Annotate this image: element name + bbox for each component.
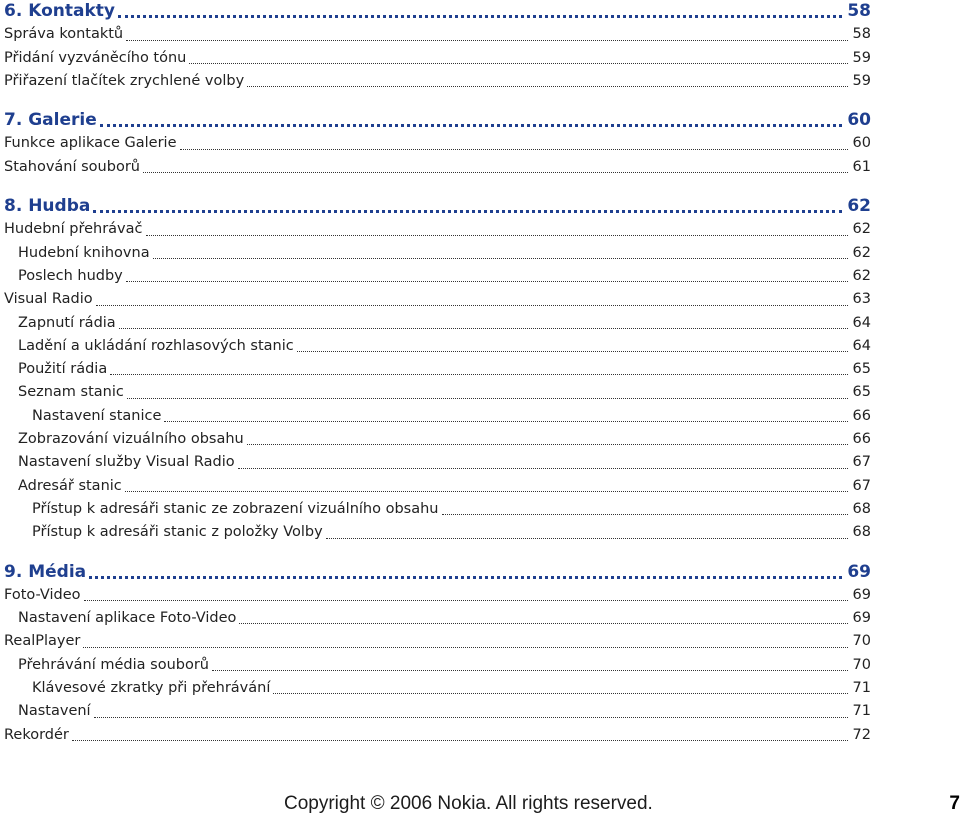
- entry-title: Přiřazení tlačítek zrychlené volby: [4, 72, 245, 89]
- toc-entry[interactable]: [4, 451, 871, 474]
- dot-leader: [153, 242, 848, 265]
- entry-page-number: 66: [852, 407, 871, 424]
- toc-chapter-heading[interactable]: [4, 109, 871, 132]
- entry-title: Použití rádia: [18, 361, 108, 378]
- toc-entry[interactable]: [4, 70, 871, 93]
- entry-page-number: 71: [852, 703, 871, 720]
- entry-title: Zobrazování vizuálního obsahu: [18, 431, 244, 448]
- dot-leader: [143, 156, 848, 179]
- dot-leader: [94, 700, 848, 723]
- entry-title: Nastavení: [18, 703, 91, 720]
- dot-leader: [146, 218, 849, 241]
- dot-leader: [89, 561, 842, 584]
- entry-title: Ladění a ukládání rozhlasových stanic: [18, 337, 294, 354]
- dot-leader: [110, 358, 848, 381]
- entry-title: Nastavení stanice: [32, 407, 162, 424]
- toc-entry[interactable]: [4, 381, 871, 404]
- entry-title: RealPlayer: [4, 633, 81, 650]
- entry-page-number: 69: [852, 586, 871, 603]
- entry-page-number: 59: [852, 72, 871, 89]
- toc-entry[interactable]: [4, 358, 871, 381]
- page-number: 7: [949, 793, 960, 814]
- copyright-notice: Copyright © 2006 Nokia. All rights reserved.: [284, 793, 653, 814]
- dot-leader: [297, 335, 848, 358]
- toc-entry[interactable]: [4, 405, 871, 428]
- entry-page-number: 67: [852, 454, 871, 471]
- toc-entry[interactable]: [4, 498, 871, 521]
- dot-leader: [238, 451, 848, 474]
- toc-entry[interactable]: [4, 724, 871, 747]
- chapter-title: 7. Galerie: [4, 110, 97, 131]
- dot-leader: [212, 654, 848, 677]
- entry-title: Nastavení služby Visual Radio: [18, 454, 235, 471]
- toc-entry[interactable]: [4, 654, 871, 677]
- toc-chapter-heading[interactable]: [4, 561, 871, 584]
- dot-leader: [189, 47, 848, 70]
- toc-entry[interactable]: [4, 677, 871, 700]
- entry-page-number: 68: [852, 524, 871, 541]
- entry-page-number: 65: [852, 361, 871, 378]
- entry-title: Hudební knihovna: [18, 244, 150, 261]
- dot-leader: [247, 70, 848, 93]
- chapter-title: 6. Kontakty: [4, 1, 115, 21]
- dot-leader: [126, 23, 848, 46]
- entry-title: Přidání vyzváněcího tónu: [4, 49, 187, 66]
- dot-leader: [96, 288, 848, 311]
- entry-page-number: 64: [852, 314, 871, 331]
- dot-leader: [247, 428, 848, 451]
- entry-page-number: 70: [852, 656, 871, 673]
- dot-leader: [93, 195, 842, 218]
- entry-title: Hudební přehrávač: [4, 221, 143, 238]
- entry-page-number: 58: [852, 26, 871, 43]
- entry-title: Seznam stanic: [18, 384, 124, 401]
- entry-page-number: 61: [852, 158, 871, 175]
- dot-leader: [72, 724, 848, 747]
- entry-title: Stahování souborů: [4, 158, 140, 175]
- dot-leader: [442, 498, 849, 521]
- toc-entry[interactable]: [4, 521, 871, 544]
- dot-leader: [118, 0, 842, 23]
- entry-page-number: 62: [852, 221, 871, 238]
- toc-entry[interactable]: [4, 132, 871, 155]
- dot-leader: [273, 677, 848, 700]
- toc-entry[interactable]: [4, 23, 871, 46]
- chapter-spacer: [4, 93, 871, 109]
- toc-entry[interactable]: [4, 265, 871, 288]
- chapter-title: 8. Hudba: [4, 196, 91, 217]
- entry-title: Klávesové zkratky při přehrávání: [32, 680, 271, 697]
- toc-entry[interactable]: [4, 335, 871, 358]
- toc-entry[interactable]: [4, 584, 871, 607]
- dot-leader: [84, 584, 848, 607]
- entry-page-number: 71: [852, 680, 871, 697]
- entry-page-number: 69: [852, 610, 871, 627]
- entry-title: Zapnutí rádia: [18, 314, 116, 331]
- entry-page-number: 67: [852, 477, 871, 494]
- toc-entry[interactable]: [4, 475, 871, 498]
- dot-leader: [180, 132, 849, 155]
- entry-title: Rekordér: [4, 726, 69, 743]
- toc-entry[interactable]: [4, 242, 871, 265]
- chapter-page-number: 58: [847, 1, 871, 21]
- toc-entry[interactable]: [4, 312, 871, 335]
- dot-leader: [127, 381, 848, 404]
- toc-entry[interactable]: [4, 700, 871, 723]
- entry-page-number: 70: [852, 633, 871, 650]
- toc-entry[interactable]: [4, 288, 871, 311]
- entry-title: Foto-Video: [4, 586, 81, 603]
- dot-leader: [164, 405, 848, 428]
- dot-leader: [119, 312, 848, 335]
- entry-title: Přehrávání média souborů: [18, 656, 209, 673]
- toc-chapter-heading[interactable]: [4, 0, 871, 23]
- entry-page-number: 68: [852, 500, 871, 517]
- entry-page-number: 66: [852, 431, 871, 448]
- entry-title: Adresář stanic: [18, 477, 122, 494]
- toc-entry[interactable]: [4, 630, 871, 653]
- dot-leader: [326, 521, 848, 544]
- entry-page-number: 59: [852, 49, 871, 66]
- entry-title: Funkce aplikace Galerie: [4, 135, 177, 152]
- chapter-page-number: 69: [847, 561, 871, 582]
- entry-page-number: 65: [852, 384, 871, 401]
- chapter-page-number: 60: [847, 110, 871, 131]
- entry-title: Přístup k adresáři stanic z položky Volby: [32, 524, 323, 541]
- entry-page-number: 62: [852, 244, 871, 261]
- dot-leader: [239, 607, 848, 630]
- entry-page-number: 60: [852, 135, 871, 152]
- toc-entry[interactable]: [4, 156, 871, 179]
- table-of-contents: [4, 0, 871, 747]
- toc-entry[interactable]: [4, 428, 871, 451]
- entry-page-number: 64: [852, 337, 871, 354]
- dot-leader: [83, 630, 848, 653]
- entry-page-number: 72: [852, 726, 871, 743]
- entry-title: Poslech hudby: [18, 267, 123, 284]
- entry-title: Visual Radio: [4, 291, 93, 308]
- dot-leader: [125, 475, 848, 498]
- page-footer: [0, 793, 960, 819]
- chapter-spacer: [4, 179, 871, 195]
- entry-page-number: 62: [852, 267, 871, 284]
- entry-title: Správa kontaktů: [4, 26, 124, 43]
- toc-chapter-heading[interactable]: [4, 195, 871, 218]
- toc-entry[interactable]: [4, 47, 871, 70]
- toc-entry[interactable]: [4, 218, 871, 241]
- entry-title: Přístup k adresáři stanic ze zobrazení vizuálního obsahu: [32, 500, 439, 517]
- entry-title: Nastavení aplikace Foto-Video: [18, 610, 237, 627]
- chapter-title: 9. Média: [4, 561, 87, 582]
- chapter-spacer: [4, 545, 871, 561]
- entry-page-number: 63: [852, 291, 871, 308]
- dot-leader: [100, 109, 842, 132]
- dot-leader: [126, 265, 848, 288]
- chapter-page-number: 62: [847, 196, 871, 217]
- toc-entry[interactable]: [4, 607, 871, 630]
